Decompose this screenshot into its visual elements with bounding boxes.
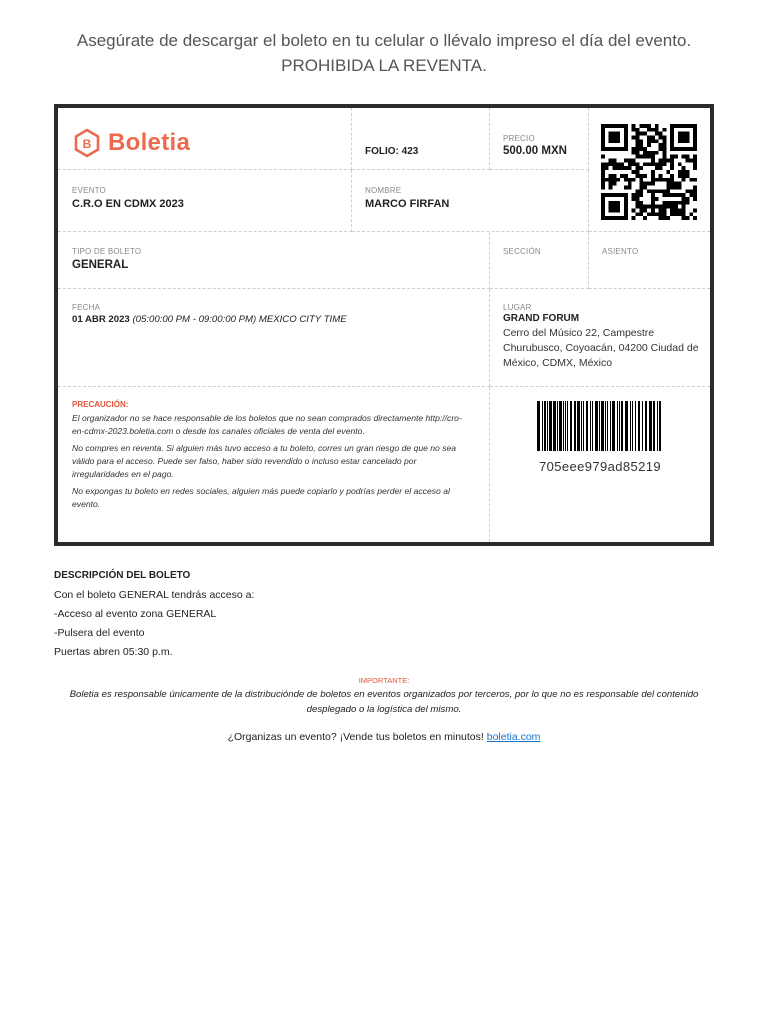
date-label: FECHA: [72, 303, 101, 312]
name-label: NOMBRE: [365, 186, 402, 195]
ticket-type-label: TIPO DE BOLETO: [72, 247, 142, 256]
brand-name: Boletia: [108, 129, 191, 156]
svg-text:B: B: [82, 137, 92, 151]
seat-label: ASIENTO: [602, 247, 639, 256]
caution-paragraph-3: No expongas tu boleto en redes sociales, alguien más puede copiarlo y podrías perder el acceso al evento.: [72, 486, 450, 509]
event-name: C.R.O EN CDMX 2023: [72, 198, 184, 210]
barcode-icon: [537, 401, 663, 451]
folio-value: FOLIO: 423: [365, 146, 419, 157]
barcode-number: 705eee979ad85219: [538, 459, 662, 474]
notice-line-1: Asegúrate de descargar el boleto en tu celular o llévalo impreso el día del evento.: [76, 31, 692, 50]
caution-paragraph-2: No compres en reventa. Si alguien más tuvo acceso a tu boleto, corres un gran riesgo de que no sea válido para el acceso. Puede ser falso, haber sido revendido o incluso estar cancelado por irregularidades en el pago.: [72, 443, 457, 479]
caution-title: PRECAUCIÓN:: [72, 400, 129, 409]
section-label: SECCIÓN: [503, 247, 541, 256]
description-line-2: -Acceso al evento zona GENERAL: [54, 608, 217, 620]
important-title: IMPORTANTE:: [358, 676, 410, 685]
qr-cell: [589, 108, 710, 232]
brand-logo: [72, 128, 190, 158]
ticket-type-value: GENERAL: [72, 259, 129, 271]
important-body: Boletia es responsable únicamente de la distribuciónde de boletos en eventos organizados por terceros, por lo que no es responsable del contenido desplegado o la logística del mismo.: [69, 689, 699, 715]
boletia-link[interactable]: boletia.com: [486, 731, 541, 743]
caution-cell: [58, 387, 490, 542]
price-value: 500.00 MXN: [503, 145, 567, 157]
caution-paragraph-1: El organizador no se hace responsable de los boletos que no sean comprados directamente http://cro-en-cdmx-2023.boletia.com o desde los canales oficiales de venta del evento.: [72, 413, 462, 436]
section-cell: [490, 232, 589, 289]
promo-text: ¿Organizas un evento? ¡Vende tus boletos en minutos!: [227, 731, 484, 743]
barcode-cell: [490, 387, 710, 542]
price-label: PRECIO: [503, 134, 535, 143]
logo-cell: [58, 108, 352, 170]
price-cell: [490, 108, 589, 170]
venue-label: LUGAR: [503, 303, 532, 312]
folio-cell: [352, 108, 490, 170]
ticket: [54, 104, 714, 546]
description-line-3: -Pulsera del evento: [54, 627, 145, 639]
time-value: (05:00:00 PM - 09:00:00 PM) MEXICO CITY TIME: [132, 314, 347, 325]
event-label: EVENTO: [72, 186, 106, 195]
name-cell: [352, 170, 589, 232]
description-line-1: Con el boleto GENERAL tendrás acceso a:: [54, 589, 255, 601]
ticket-description: [54, 570, 714, 665]
venue-name: GRAND FORUM: [503, 313, 580, 324]
holder-name: MARCO FIRFAN: [365, 198, 450, 210]
date-value: 01 ABR 2023: [72, 314, 130, 325]
download-notice: [0, 28, 768, 78]
description-line-4: Puertas abren 05:30 p.m.: [54, 646, 173, 658]
qr-code-icon: [601, 124, 697, 220]
notice-line-2: PROHIBIDA LA REVENTA.: [281, 56, 487, 75]
event-cell: [58, 170, 352, 232]
promo-line: [54, 731, 714, 743]
venue-address: Cerro del Músico 22, Campestre Churubusco, Coyoacán, 04200 Ciudad de México, CDMX, México: [503, 327, 699, 369]
seat-cell: [589, 232, 710, 289]
venue-cell: [490, 289, 710, 387]
date-line: [72, 314, 347, 325]
description-title: DESCRIPCIÓN DEL BOLETO: [54, 570, 191, 581]
ticket-type-cell: [58, 232, 490, 289]
date-cell: [58, 289, 490, 387]
boletia-logo-icon: [72, 128, 102, 158]
caution-text: [72, 398, 472, 515]
important-notice: [54, 676, 714, 717]
